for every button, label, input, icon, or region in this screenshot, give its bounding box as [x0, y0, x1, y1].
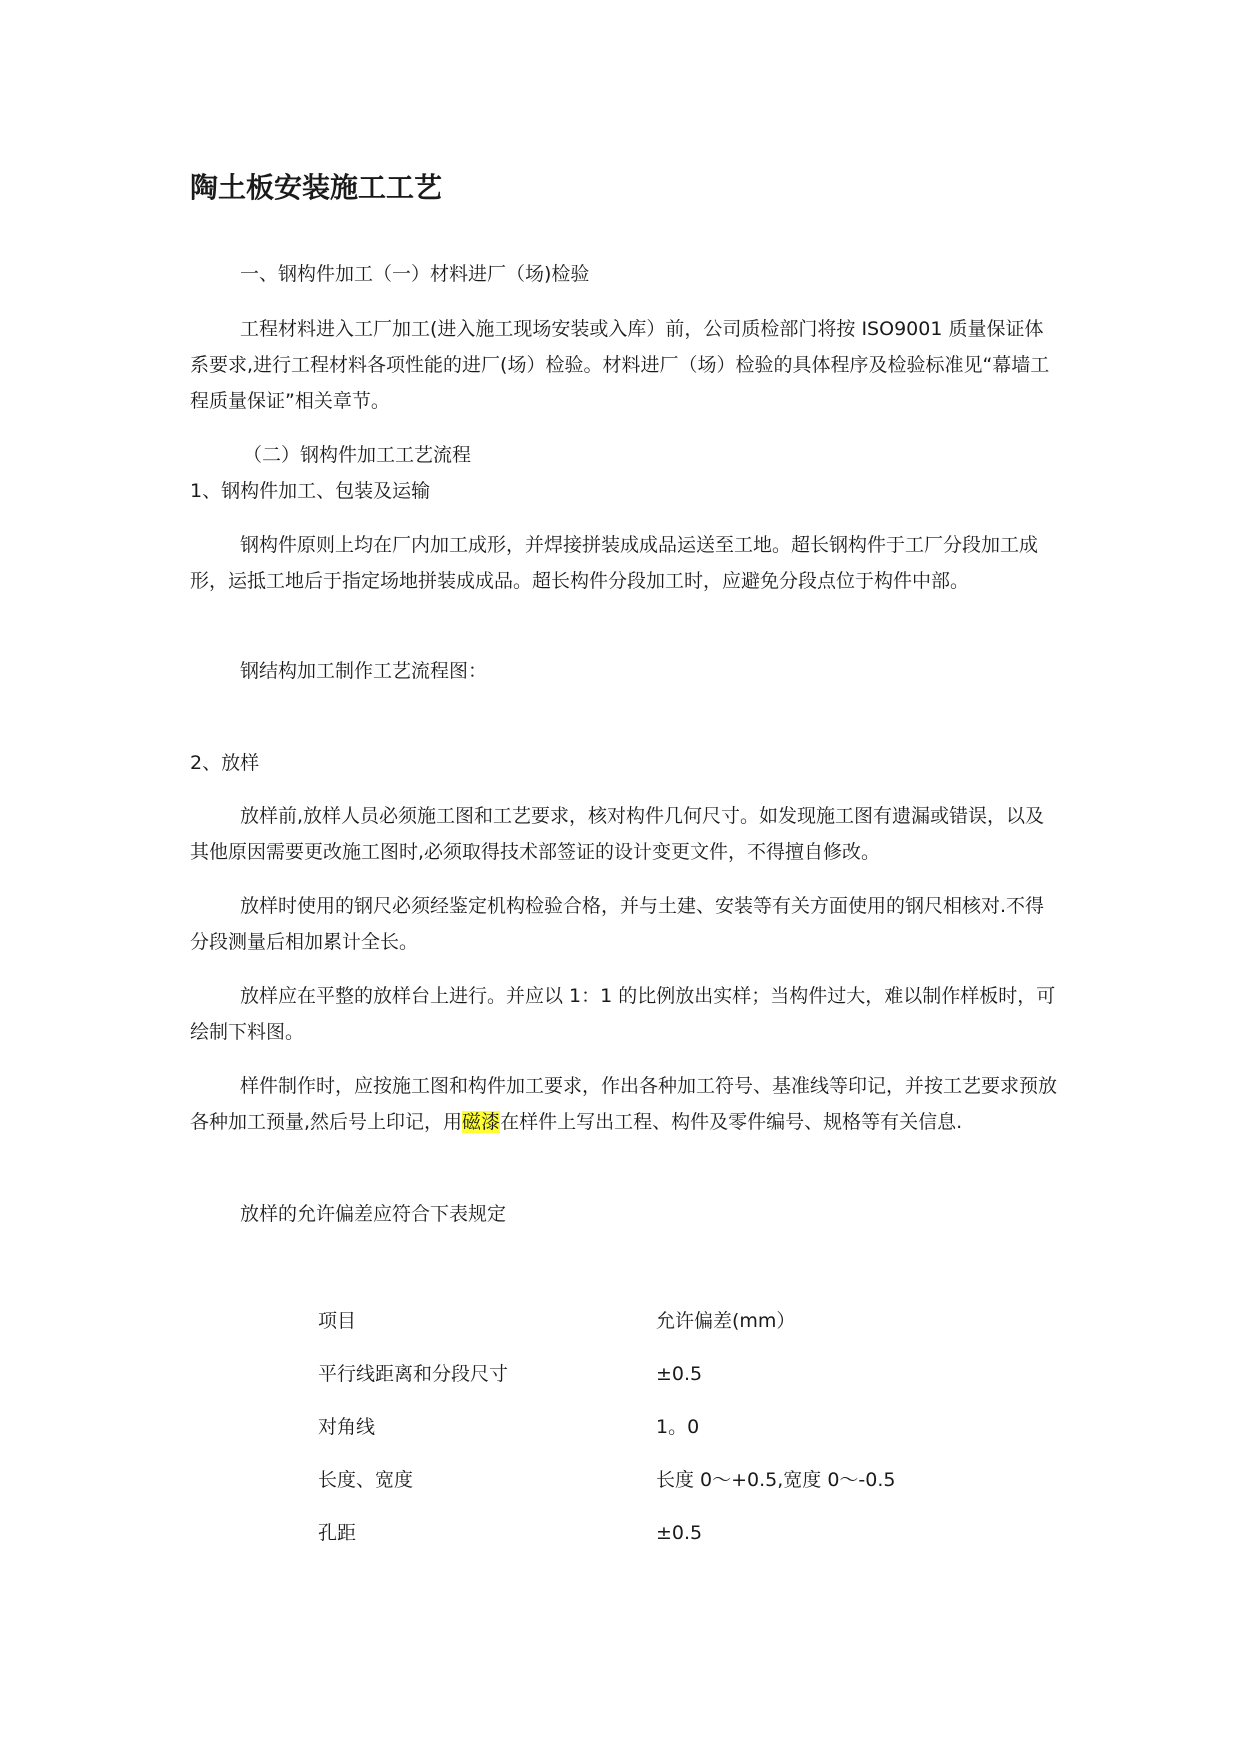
paragraph-layout-4 [190, 1068, 1058, 1140]
paragraph-layout-2: 放样时使用的钢尺必须经鉴定机构检验合格，并与土建、安装等有关方面使用的钢尺相核对.不得分段测量后相加累计全长。 [190, 895, 1045, 953]
table-cell-item: 平行线距离和分段尺寸 [318, 1363, 509, 1385]
paragraph-flowchart: 钢结构加工制作工艺流程图： [240, 660, 488, 682]
item-2-heading: 2、放样 [190, 752, 260, 774]
subsection-2-heading: （二）钢构件加工工艺流程 [243, 444, 472, 466]
paragraph-layout-4-before: 样件制作时，应按施工图和构件加工要求，作出各种加工符号、基准线等印记，并按工艺要求预放各种加工预量,然后号上印记，用 [190, 1075, 1058, 1133]
item-1-heading: 1、钢构件加工、包装及运输 [190, 480, 431, 502]
table-cell-tolerance: 1。0 [656, 1416, 700, 1438]
paragraph-layout-4-after: 在样件上写出工程、构件及零件编号、规格等有关信息. [500, 1111, 963, 1133]
paragraph-tolerance-intro: 放样的允许偏差应符合下表规定 [240, 1203, 507, 1225]
table-cell-tolerance: ±0.5 [656, 1522, 703, 1544]
document-title: 陶土板安装施工工艺 [190, 171, 443, 204]
table-header-item: 项目 [318, 1310, 357, 1332]
table-cell-tolerance: ±0.5 [656, 1363, 703, 1385]
paragraph-processing: 钢构件原则上均在厂内加工成形，并焊接拼装成成品运送至工地。超长钢构件于工厂分段加工成形，运抵工地后于指定场地拼装成成品。超长构件分段加工时，应避免分段点位于构件中部。 [190, 534, 1039, 592]
paragraph-layout-3: 放样应在平整的放样台上进行。并应以 1：1 的比例放出实样；当构件过大，难以制作样板时，可绘制下料图。 [190, 985, 1056, 1043]
paragraph-materials: 工程材料进入工厂加工(进入施工现场安装或入库）前，公司质检部门将按 ISO9001 质量保证体系要求,进行工程材料各项性能的进厂(场）检验。材料进厂（场）检验的具体程序及检验标准见“幕墙工程质量保证”相关章节。 [190, 318, 1050, 412]
highlighted-term: 磁漆 [462, 1111, 501, 1133]
table-cell-item: 长度、宽度 [318, 1469, 414, 1491]
paragraph-layout-1: 放样前,放样人员必须施工图和工艺要求，核对构件几何尺寸。如发现施工图有遗漏或错误，以及其他原因需要更改施工图时,必须取得技术部签证的设计变更文件，不得擅自修改。 [190, 805, 1045, 863]
table-cell-item: 孔距 [318, 1522, 357, 1544]
section-1-heading: 一、钢构件加工（一）材料进厂（场)检验 [240, 263, 590, 285]
table-cell-item: 对角线 [318, 1416, 376, 1438]
table-cell-tolerance: 长度 0～+0.5,宽度 0～-0.5 [656, 1469, 896, 1491]
table-header-tolerance: 允许偏差(mm） [656, 1310, 796, 1332]
